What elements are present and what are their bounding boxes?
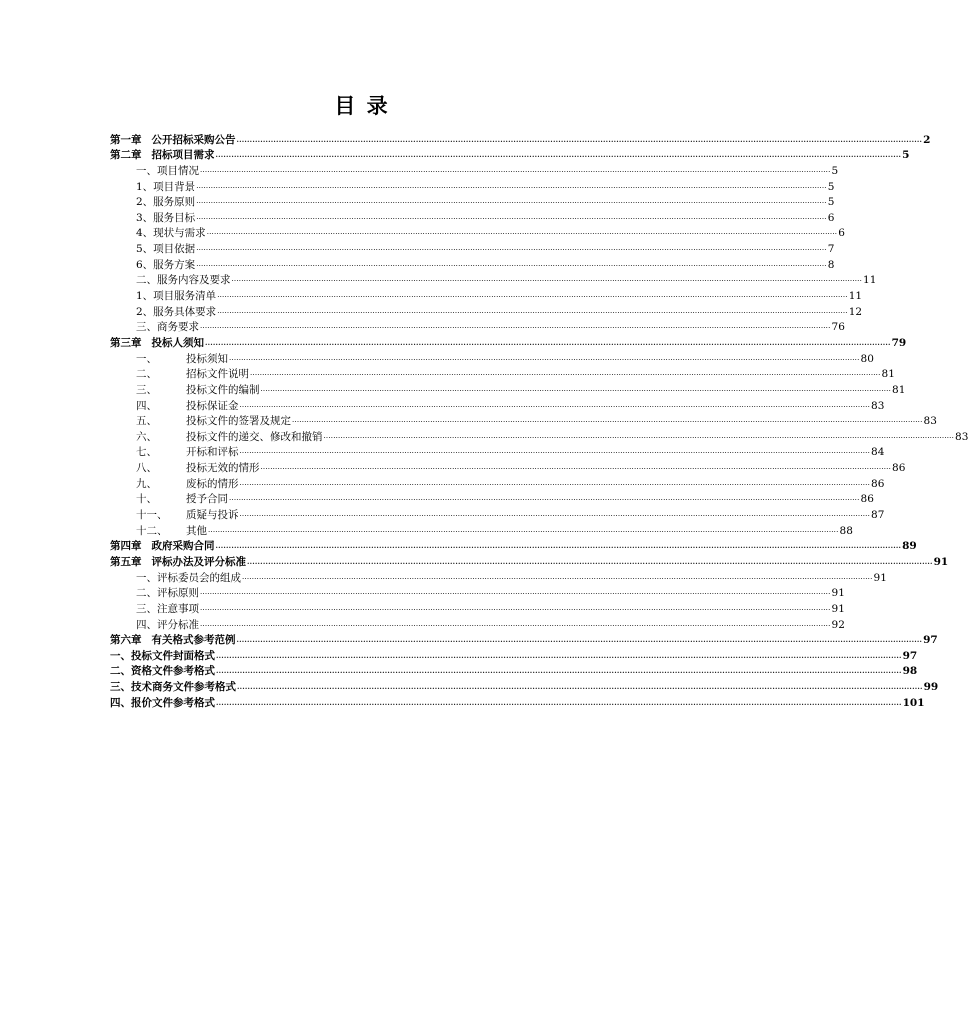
page-title: 目 录: [334, 93, 390, 118]
toc-entry-page: 88: [839, 524, 853, 537]
toc-entry-label: [136, 603, 199, 615]
toc-entry-text: 投标文件的递交、修改和撤销: [186, 430, 323, 443]
toc-entry-label: [136, 400, 239, 412]
toc-entry-page: 6: [838, 227, 845, 240]
toc-entry[interactable]: [110, 333, 907, 349]
dot-leader: ....................................................................................................................................................................................................................................................................: [200, 322, 831, 331]
toc-entry-text: 1、项目服务清单: [136, 290, 217, 303]
toc-entry-label: [110, 134, 236, 146]
toc-entry-label: [136, 431, 323, 443]
toc-entry-page: 7: [827, 243, 835, 256]
toc-entry-text: 授予合同: [186, 493, 228, 506]
toc-entry-page: 97: [923, 634, 938, 647]
toc-entry[interactable]: [110, 239, 835, 256]
toc-entry-label: [136, 259, 195, 271]
toc-entry-number: 第五章: [110, 555, 142, 568]
toc-entry[interactable]: [110, 255, 835, 271]
toc-entry-text: 四、报价文件参考格式: [110, 696, 215, 709]
toc-entry-text: 二、资格文件参考格式: [110, 665, 215, 678]
toc-entry-label: [136, 368, 249, 380]
toc-entry-number: 第二章: [110, 149, 142, 162]
dot-leader: ....................................................................................................................................................................................................................................................................: [216, 666, 902, 676]
toc-entry[interactable]: [110, 646, 918, 662]
toc-entry-label: [136, 572, 241, 584]
dot-leader: ....................................................................................................................................................................................................................................................................: [196, 212, 827, 221]
dot-leader: ....................................................................................................................................................................................................................................................................: [215, 150, 902, 160]
toc-entry[interactable]: [110, 177, 835, 193]
toc-entry[interactable]: [110, 521, 853, 537]
toc-entry-label: [110, 556, 246, 568]
toc-entry-label: [110, 665, 215, 677]
toc-entry-number: 第六章: [110, 634, 142, 647]
toc-entry[interactable]: [110, 193, 835, 209]
toc-entry[interactable]: [110, 677, 939, 694]
dot-leader: ....................................................................................................................................................................................................................................................................: [216, 697, 902, 707]
toc-entry-text: 投标文件的编制: [186, 383, 260, 396]
toc-entry-text: 政府采购合同: [151, 540, 215, 553]
toc-entry-text: 开标和评标: [186, 446, 239, 459]
toc-entry-page: 86: [871, 477, 885, 490]
toc-entry-text: 5、项目依据: [136, 243, 196, 256]
toc-entry-page: 83: [871, 399, 885, 412]
toc-entry-page: 79: [891, 336, 907, 349]
toc-entry-page: 91: [831, 602, 845, 615]
toc-entry-number: 二、: [136, 368, 157, 381]
toc-entry-label: [136, 306, 216, 318]
toc-entry[interactable]: [110, 584, 845, 600]
toc-entry-page: 86: [892, 462, 906, 475]
toc-entry[interactable]: [110, 474, 885, 490]
toc-entry-number: 第三章: [110, 336, 142, 349]
toc-entry-number: 九、: [136, 477, 157, 490]
toc-entry[interactable]: [110, 208, 835, 224]
toc-entry[interactable]: [110, 568, 887, 584]
toc-entry-text: 三、注意事项: [136, 602, 199, 615]
toc-entry-label: [136, 415, 291, 427]
toc-entry[interactable]: [110, 271, 877, 287]
toc-entry-number: 三、: [136, 383, 157, 396]
toc-entry-number: 五、: [136, 415, 157, 428]
toc-entry-label: [136, 525, 207, 537]
toc-entry-text: 2、服务原则: [136, 196, 196, 209]
toc-entry-number: 七、: [136, 446, 157, 459]
toc-entry[interactable]: [110, 537, 917, 553]
dot-leader: ....................................................................................................................................................................................................................................................................: [239, 447, 871, 456]
dot-leader: ....................................................................................................................................................................................................................................................................: [247, 556, 933, 566]
toc-entry[interactable]: [110, 662, 918, 678]
toc-entry-label: [136, 165, 199, 177]
toc-entry-page: 91: [831, 587, 845, 600]
toc-entry[interactable]: [110, 458, 906, 475]
toc-entry-label: [136, 462, 260, 474]
toc-entry-page: 101: [902, 696, 925, 709]
toc-entry-page: 86: [860, 493, 874, 506]
toc-entry-page: 5: [827, 180, 835, 193]
dot-leader: ....................................................................................................................................................................................................................................................................: [217, 291, 848, 300]
toc-entry-number: 十二、: [136, 524, 168, 537]
toc-entry[interactable]: [110, 427, 968, 443]
toc-entry-label: [136, 181, 195, 193]
toc-entry-text: 二、服务内容及要求: [136, 274, 231, 287]
toc-entry[interactable]: [110, 490, 874, 506]
dot-leader: ....................................................................................................................................................................................................................................................................: [196, 244, 827, 253]
toc-entry-label: [136, 274, 231, 286]
dot-leader: ....................................................................................................................................................................................................................................................................: [215, 541, 902, 551]
toc-entry-text: 投标文件的签署及规定: [186, 415, 291, 428]
toc-entry-page: 2: [923, 133, 931, 146]
toc-entry-number: 第四章: [110, 540, 142, 553]
dot-leader: ....................................................................................................................................................................................................................................................................: [236, 134, 923, 144]
toc-entry-label: [136, 353, 228, 365]
toc-entry[interactable]: [110, 349, 874, 365]
toc-entry-page: 81: [881, 368, 895, 381]
toc-entry-page: 5: [831, 164, 839, 177]
toc-entry-page: 12: [848, 305, 863, 318]
toc-entry-text: 6、服务方案: [136, 258, 196, 271]
toc-entry-text: 公开招标采购公告: [151, 133, 236, 146]
toc-entry-label: [136, 243, 195, 255]
toc-entry-number: 第一章: [110, 133, 142, 146]
toc-entry[interactable]: [110, 130, 931, 146]
toc-entry-label: [136, 509, 239, 521]
dot-leader: ....................................................................................................................................................................................................................................................................: [292, 416, 923, 425]
toc-entry-number: 六、: [136, 430, 157, 443]
toc-entry-label: [110, 149, 215, 161]
toc-entry[interactable]: [110, 693, 925, 709]
toc-entry-page: 91: [933, 555, 949, 568]
toc-entry-page: 5: [902, 149, 910, 162]
toc-entry-text: 1、项目背景: [136, 180, 196, 193]
dot-leader: ....................................................................................................................................................................................................................................................................: [196, 181, 827, 190]
toc-entry-label: [136, 619, 199, 631]
toc-entry-text: 招标文件说明: [186, 368, 249, 381]
toc-entry[interactable]: [110, 286, 863, 303]
toc-entry-label: [136, 478, 239, 490]
dot-leader: ....................................................................................................................................................................................................................................................................: [260, 384, 892, 393]
toc-entry[interactable]: [110, 380, 906, 396]
dot-leader: ....................................................................................................................................................................................................................................................................: [196, 259, 827, 268]
table-of-contents: [110, 130, 968, 709]
dot-leader: ....................................................................................................................................................................................................................................................................: [200, 603, 831, 612]
toc-entry[interactable]: [110, 146, 910, 162]
toc-entry-label: [110, 337, 204, 349]
toc-entry-page: 11: [848, 290, 863, 303]
toc-entry-page: 83: [923, 415, 937, 428]
toc-entry-text: 一、项目情况: [136, 164, 199, 177]
toc-entry-label: [136, 321, 199, 333]
dot-leader: ....................................................................................................................................................................................................................................................................: [250, 369, 881, 378]
toc-entry-label: [110, 697, 215, 709]
dot-leader: ....................................................................................................................................................................................................................................................................: [200, 165, 831, 174]
toc-entry-label: [110, 681, 236, 693]
toc-entry[interactable]: [110, 552, 949, 568]
toc-entry-text: 评标办法及评分标准: [151, 555, 246, 568]
toc-entry-text: 3、服务目标: [136, 211, 196, 224]
toc-entry-page: 84: [871, 446, 885, 459]
toc-entry-text: 投标无效的情形: [186, 462, 260, 475]
toc-entry-label: [110, 634, 236, 646]
toc-entry-text: 质疑与投诉: [186, 509, 239, 522]
toc-entry-page: 6: [827, 211, 835, 224]
toc-entry-page: 89: [902, 540, 917, 553]
toc-entry-text: 招标项目需求: [151, 149, 215, 162]
toc-entry[interactable]: [110, 365, 895, 381]
toc-entry[interactable]: [110, 599, 845, 615]
dot-leader: ....................................................................................................................................................................................................................................................................: [200, 588, 831, 597]
toc-entry-page: 99: [923, 681, 939, 694]
toc-entry[interactable]: [110, 615, 845, 631]
toc-entry-page: 76: [831, 321, 845, 334]
toc-entry-label: [110, 650, 215, 662]
toc-entry-text: 投标须知: [186, 352, 228, 365]
toc-entry-text: 有关格式参考范例: [151, 634, 236, 647]
dot-leader: ....................................................................................................................................................................................................................................................................: [231, 275, 863, 284]
toc-entry-text: 其他: [186, 524, 207, 537]
toc-entry[interactable]: [110, 161, 839, 177]
toc-entry-page: 83: [955, 430, 968, 443]
toc-entry-page: 11: [863, 274, 877, 287]
toc-entry-label: [136, 227, 206, 239]
toc-entry-text: 三、商务要求: [136, 321, 199, 334]
toc-entry-page: 98: [902, 665, 918, 678]
toc-entry-page: 80: [860, 352, 874, 365]
dot-leader: ....................................................................................................................................................................................................................................................................: [236, 635, 923, 645]
toc-entry[interactable]: [110, 318, 845, 334]
dot-leader: ....................................................................................................................................................................................................................................................................: [229, 353, 860, 362]
toc-entry-page: 92: [831, 618, 845, 631]
toc-entry-label: [110, 540, 215, 552]
toc-entry-text: 投标保证金: [186, 399, 239, 412]
toc-entry-label: [136, 196, 195, 208]
dot-leader: ....................................................................................................................................................................................................................................................................: [208, 525, 839, 534]
dot-leader: ....................................................................................................................................................................................................................................................................: [260, 463, 892, 472]
toc-entry[interactable]: [110, 302, 863, 318]
toc-entry-number: 八、: [136, 462, 157, 475]
toc-entry-page: 87: [871, 509, 885, 522]
dot-leader: ....................................................................................................................................................................................................................................................................: [239, 510, 871, 519]
toc-entry[interactable]: [110, 631, 938, 647]
dot-leader: ....................................................................................................................................................................................................................................................................: [237, 682, 923, 692]
dot-leader: ....................................................................................................................................................................................................................................................................: [196, 197, 827, 206]
dot-leader: ....................................................................................................................................................................................................................................................................: [206, 228, 838, 237]
toc-entry-text: 废标的情形: [186, 477, 239, 490]
toc-entry[interactable]: [110, 396, 885, 412]
toc-entry-text: 2、服务具体要求: [136, 305, 217, 318]
toc-entry-page: 8: [827, 258, 835, 271]
dot-leader: ....................................................................................................................................................................................................................................................................: [323, 431, 955, 440]
toc-entry-text: 投标人须知: [151, 336, 204, 349]
dot-leader: ....................................................................................................................................................................................................................................................................: [217, 306, 848, 315]
toc-entry-text: 三、技术商务文件参考格式: [110, 681, 236, 694]
toc-entry-text: 二、评标原则: [136, 587, 199, 600]
dot-leader: ....................................................................................................................................................................................................................................................................: [239, 400, 871, 409]
dot-leader: ....................................................................................................................................................................................................................................................................: [200, 619, 831, 628]
toc-entry-page: 97: [902, 649, 918, 662]
dot-leader: ....................................................................................................................................................................................................................................................................: [205, 337, 891, 347]
toc-entry-page: 81: [892, 383, 906, 396]
dot-leader: ....................................................................................................................................................................................................................................................................: [216, 650, 902, 660]
toc-entry-label: [136, 384, 260, 396]
toc-entry-number: 四、: [136, 399, 157, 412]
toc-entry-label: [136, 290, 216, 302]
toc-entry-page: 5: [827, 196, 835, 209]
toc-entry-text: 4、现状与需求: [136, 227, 206, 240]
toc-entry-label: [136, 587, 199, 599]
toc-entry-number: 一、: [136, 352, 157, 365]
toc-entry-page: 91: [873, 571, 887, 584]
toc-entry-text: 一、评标委员会的组成: [136, 571, 241, 584]
dot-leader: ....................................................................................................................................................................................................................................................................: [242, 572, 873, 581]
toc-entry-label: [136, 212, 195, 224]
toc-entry-number: 十、: [136, 493, 157, 506]
toc-entry-text: 一、投标文件封面格式: [110, 649, 215, 662]
toc-entry-label: [136, 493, 228, 505]
toc-entry-number: 十一、: [136, 509, 168, 522]
toc-entry[interactable]: [110, 224, 845, 240]
toc-entry[interactable]: [110, 443, 885, 459]
toc-entry-text: 四、评分标准: [136, 618, 199, 631]
toc-entry-label: [136, 446, 239, 458]
toc-entry[interactable]: [110, 505, 885, 522]
toc-entry[interactable]: [110, 412, 937, 428]
dot-leader: ....................................................................................................................................................................................................................................................................: [239, 478, 871, 487]
dot-leader: ....................................................................................................................................................................................................................................................................: [229, 494, 860, 503]
